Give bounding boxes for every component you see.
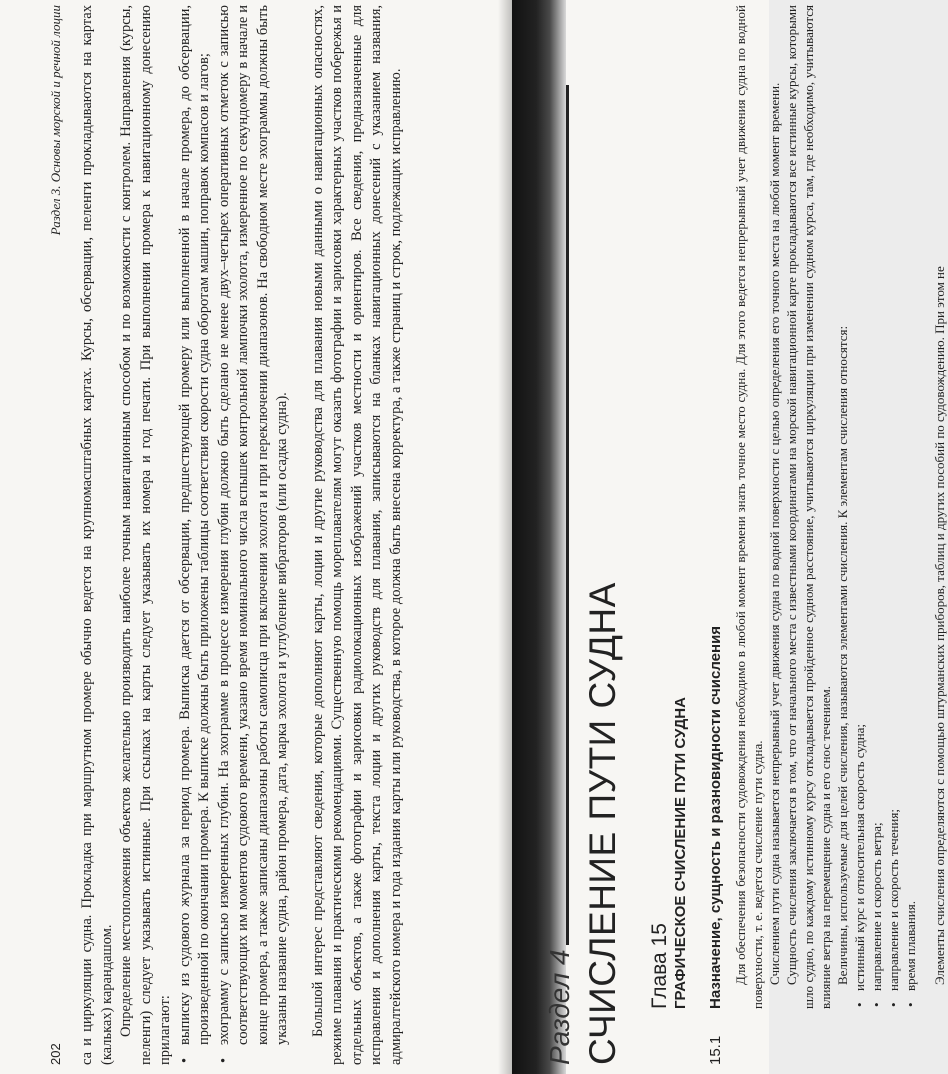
chapter-title: ГРАФИЧЕСКОЕ СЧИСЛЕНИЕ ПУТИ СУДНА: [672, 697, 689, 1009]
part-title: СЧИСЛЕНИЕ ПУТИ СУДНА: [582, 582, 623, 1065]
running-head-title: Основы морской и речной лоции: [48, 5, 63, 183]
section-heading: [707, 5, 724, 1065]
paragraph: Большой интерес представляют сведения, которые дополняют карты, лоции и другие руководства для плавания новыми данными о навигационных опасностях, режиме плавания и практическими рекомендациями. Существенную помощь мореплавателям могут оказать фотографии и зарисовки характерных участков побережья и отдельных объектов, а также фотографии и зарисовки радиолокационных изображений участков местности и ориентиров. Все сведения, предназначенные для исправления и дополнения карты, текста лоции и других руководств для плавания, записываются на бланках навигационных донесений с указанием названия, адмиралтейского номера и года издания карты или руководства, в которое должна быть внесена корректура, а также страниц и строк, подлежащих исправлению.: [309, 5, 404, 1065]
list-item: • выписку из судового журнала за период промера. Выписка дается от обсервации, предшествующей промеру или выполненной в начале промера, до обсервации, произведенной по окончании промера. К выписке должны быть приложены таблицы соответствия скорости судна оборотам машин, поправок компасов и лагов;: [176, 5, 215, 1065]
right-body: [732, 5, 948, 1009]
chapter-number: Глава 15: [648, 923, 671, 1009]
page-number: 202: [48, 1043, 63, 1065]
elements-list: [851, 5, 919, 1009]
running-header: [48, 5, 64, 1065]
list-item: • истинный курс и относительная скорость судна;: [851, 5, 868, 1009]
paragraph: Сущность счисления заключается в том, что от начального места с известными координатами на морской навигационной карте прокладываются все истинные курсы, которыми шло судно, по каждому истинному курсу откладывается пройденное судном расстояние, учитываются циркуляции при изменении судном курса, там, где необходимо, учитываются влияние ветра на перемещение судна и его снос течением.: [784, 5, 833, 1009]
paragraph: Величины, используемые для целей счисления, называются элементами счисления. К элементам счисления относятся:: [835, 325, 850, 985]
attachments-list: [176, 5, 293, 1065]
list-item: • время плавания.: [902, 5, 919, 1009]
paragraph: Для обеспечения безопасности судовождения необходимо в любой момент времени знать точное место судна. Для этого ведется непрерывный учет движения судна по водной поверхности, т. е. ведется счисление пути судна.: [733, 5, 765, 1009]
paragraph: Определение местоположения объектов желательно производить наиболее точным навигационным способом и по возможности с контролем. Направления (курсы, пеленги) следует указывать истинные. При ссылках на карты следует указывать их номера и год печати. При выполнении промера к навигационному донесению прилагают:: [118, 5, 173, 1065]
running-head: [48, 5, 64, 235]
section-number: 15.1: [707, 1035, 724, 1065]
section-label: [542, 5, 576, 1065]
section-label-text: Раздел 4: [544, 949, 575, 1065]
paragraph: Счислением пути судна называется непрерывный учет движения судна по водной поверхности с целью определения его точного места на любой момент времени.: [767, 82, 782, 985]
section-title: Назначение, сущность и разновидности счисления: [707, 625, 724, 1009]
list-item: • эхограмму с записью измеренных глубин. На эхограмме в процессе измерения глубин должно быть сделано не менее двух–четырех оперативных отметок с записью соответствующих им моментов судового времени, указано время номинального числа вспышек контрольной лампочки эхолота, измеренное по секундомеру в начале и конце промера, а также записаны диапазоны работы самописца при включении эхолота и при переключении диапазонов. На свободном месте эхограммы должны быть указаны название судна, район промера, дата, марка эхолота и углубление вибраторов (или осадка судна).: [215, 5, 293, 1065]
running-head-section: Раздел 3.: [48, 185, 63, 236]
paragraph: Элементы счисления определяются с помощью штурманских приборов, таблиц и других пособий по судовождению. При этом не: [932, 266, 947, 985]
left-body: [78, 5, 406, 1065]
paragraph: са и циркуляции судна. Прокладка при маршрутном промере обычно ведется на крупномасштабных картах. Курсы, обсервации, пеленги прокладываются на картах (кальках) карандашом.: [79, 5, 115, 1065]
section-rule: [566, 85, 569, 945]
list-item: • направление и скорость течения;: [885, 5, 902, 1009]
list-item: • направление и скорость ветра;: [868, 5, 885, 1009]
right-page-content: [542, 5, 947, 1065]
left-page-content: [48, 5, 508, 1065]
